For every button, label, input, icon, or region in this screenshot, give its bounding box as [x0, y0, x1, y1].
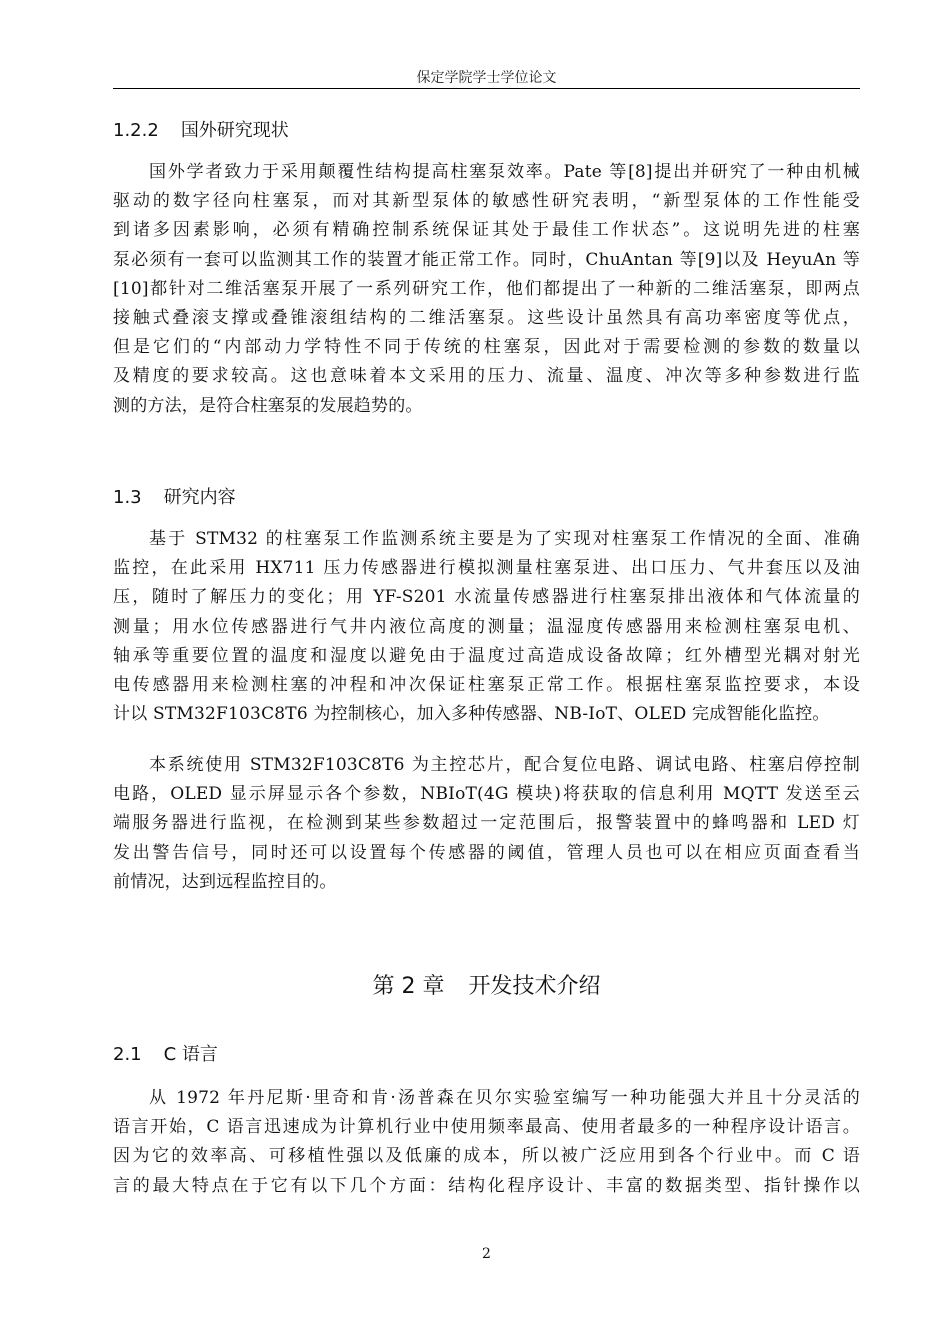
text-line: 端服务器进行监视，在检测到某些参数超过一定范围后，报警装置中的蜂鸣器和 LED 灯: [113, 813, 860, 834]
header-rule: [113, 88, 860, 89]
section-heading-2-1: [113, 1043, 218, 1067]
section-title: 研究内容: [163, 487, 236, 508]
text-line: 到诸多因素影响，必须有精确控制系统保证其处于最佳工作状态”。这说明先进的柱塞: [113, 220, 860, 241]
section-heading-1-3: [113, 486, 236, 510]
text-line: 测的方法，是符合柱塞泵的发展趋势的。: [113, 395, 423, 416]
text-line: 国外学者致力于采用颠覆性结构提高柱塞泵效率。Pate 等[8]提出并研究了一种由机械: [149, 162, 860, 182]
text-line: 测量；用水位传感器进行气井内液位高度的测量；温湿度传感器用来检测柱塞泵电机、: [113, 616, 860, 637]
text-line: 泵必须有一套可以监测其工作的装置才能正常工作。同时，ChuAntan 等[9]以及 HeyuAn 等: [113, 249, 860, 270]
text-line: 语言开始，C 语言迅速成为计算机行业中使用频率最高、使用者最多的一种程序设计语言。: [113, 1117, 860, 1138]
text-line: 轴承等重要位置的温度和湿度以避免由于温度过高造成设备故障；红外槽型光耦对射光: [113, 645, 860, 666]
text-line: 基于 STM32 的柱塞泵工作监测系统主要是为了实现对柱塞泵工作情况的全面、准确: [149, 529, 860, 549]
paragraph-research-content-2: [113, 751, 860, 897]
text-line: 电路，OLED 显示屏显示各个参数，NBIoT(4G 模块)将获取的信息利用 MQTT 发送至云: [113, 784, 860, 805]
text-line: 因为它的效率高、可移植性强以及低廉的成本，所以被广泛应用到各个行业中。而 C 语: [113, 1146, 860, 1167]
text-line: 接触式叠滚支撑或叠锥滚组结构的二维活塞泵。这些设计虽然具有高功率密度等优点，: [113, 308, 860, 329]
text-line: 电传感器用来检测柱塞的冲程和冲次保证柱塞泵正常工作。根据柱塞泵监控要求，本设: [113, 675, 860, 696]
section-title: 国外研究现状: [180, 120, 289, 141]
paragraph-foreign-research: [113, 158, 860, 421]
text-line: 言的最大特点在于它有以下几个方面：结构化程序设计、丰富的数据类型、指针操作以: [113, 1175, 860, 1196]
section-number: 1.3: [113, 487, 142, 508]
section-number: 2.1: [113, 1044, 142, 1065]
text-line: 计以 STM32F103C8T6 为控制核心，加入多种传感器、NB-IoT、OLED 完成智能化监控。: [113, 704, 830, 725]
chapter-heading: [113, 972, 860, 1002]
chapter-number: 第 2 章: [372, 974, 445, 999]
section-number: 1.2.2: [113, 120, 159, 141]
page-number: 2: [482, 1246, 491, 1262]
text-line: 从 1972 年丹尼斯·里奇和肯·汤普森在贝尔实验室编写一种功能强大并且十分灵活的: [149, 1088, 860, 1108]
section-heading-1-2-2: [113, 119, 289, 143]
text-line: 本系统使用 STM32F103C8T6 为主控芯片，配合复位电路、调试电路、柱塞启停控制: [149, 755, 860, 775]
text-line: 发出警告信号，同时还可以设置每个传感器的阈值，管理人员也可以在相应页面查看当: [113, 842, 860, 863]
text-line: 监控，在此采用 HX711 压力传感器进行模拟测量柱塞泵进、出口压力、气井套压以及油: [113, 558, 860, 579]
text-line: [10]都针对二维活塞泵开展了一系列研究工作，他们都提出了一种新的二维活塞泵，即两点: [113, 278, 860, 299]
text-line: 但是它们的“内部动力学特性不同于传统的柱塞泵，因此对于需要检测的参数的数量以: [113, 337, 860, 358]
text-line: 驱动的数字径向柱塞泵，而对其新型泵体的敏感性研究表明，“新型泵体的工作性能受: [113, 191, 860, 212]
paragraph-research-content-1: [113, 525, 860, 729]
section-title: C 语言: [163, 1044, 218, 1065]
text-line: 压，随时了解压力的变化；用 YF-S201 水流量传感器进行柱塞泵排出液体和气体流量的: [113, 587, 860, 608]
running-header: 保定学院学士学位论文: [416, 70, 557, 86]
paragraph-c-language: [113, 1084, 860, 1201]
chapter-title: 开发技术介绍: [468, 974, 601, 999]
text-line: 及精度的要求较高。这也意味着本文采用的压力、流量、温度、冲次等多种参数进行监: [113, 366, 860, 387]
text-line: 前情况，达到远程监控目的。: [113, 871, 337, 892]
